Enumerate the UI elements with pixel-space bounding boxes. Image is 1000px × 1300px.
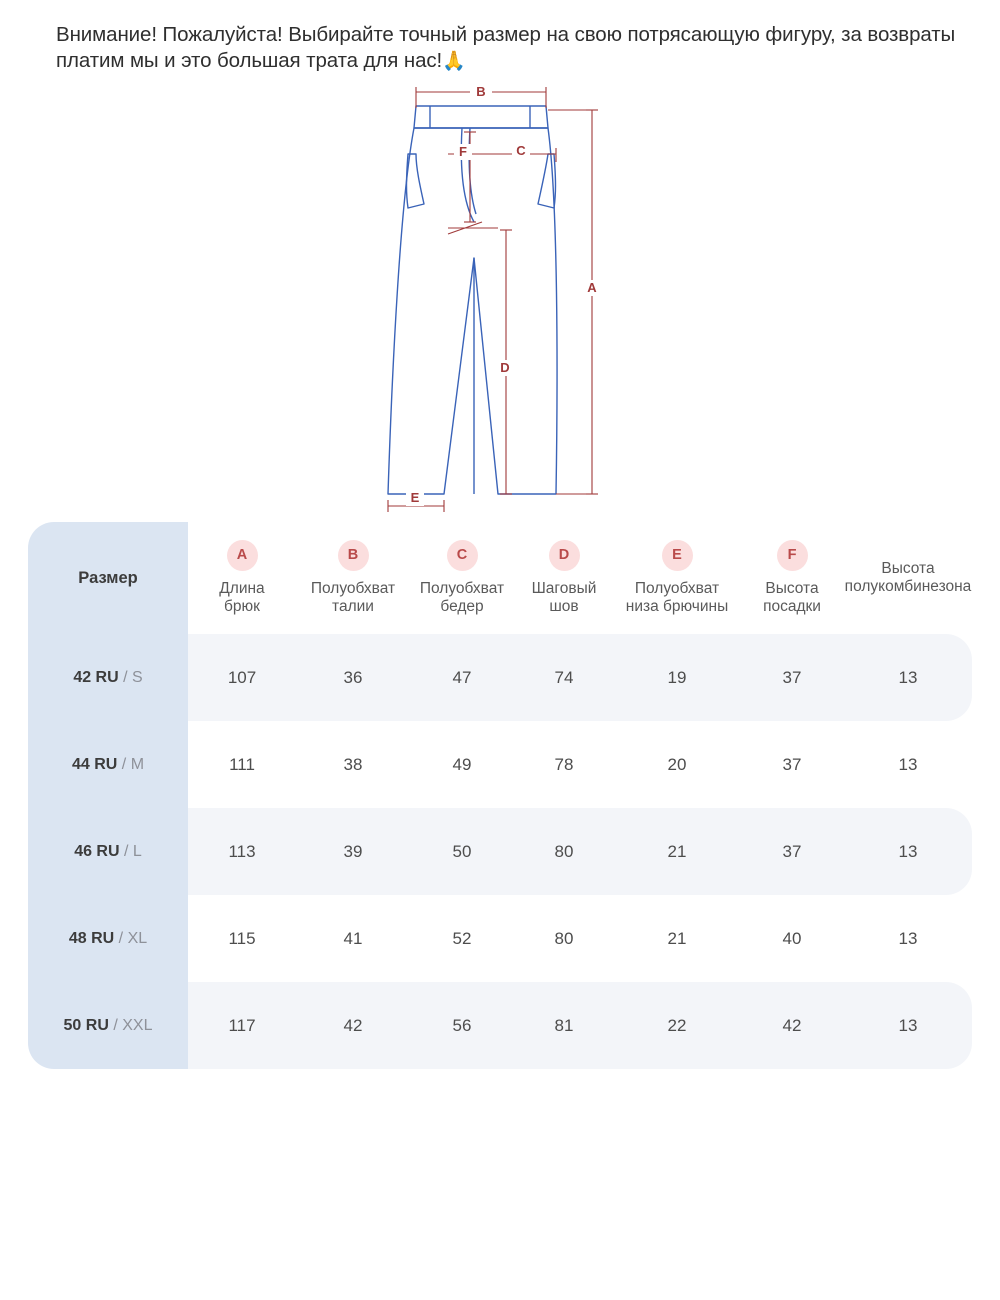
cell-42-f: 37 (740, 634, 844, 721)
size-notice-text: Внимание! Пожалуйста! Выбирайте точный размер на свою потрясающую фигуру, за возвраты платим мы и это большая трата для нас! (56, 23, 956, 73)
cell-44-c: 49 (452, 754, 472, 774)
cell-48-d: 80 (554, 928, 574, 948)
row-size-44-ru: 44 RU (71, 755, 118, 773)
diagram-label-b: B (476, 84, 486, 99)
row-size-48 (28, 895, 188, 982)
header-col-d-line2: шов (549, 598, 579, 615)
cell-46-c: 50 (410, 808, 514, 895)
cell-50-overall-height: 13 (844, 982, 972, 1069)
cell-46-a: 113 (188, 808, 296, 895)
header-col-f-line1: Высота (765, 579, 819, 597)
cell-44-a: 111 (229, 754, 255, 774)
cell-48-c: 52 (452, 928, 472, 948)
row-size-42-ru: 42 RU (73, 668, 119, 686)
cell-50-a: 117 (188, 982, 296, 1069)
cell-42-e: 19 (614, 634, 740, 721)
size-notice (56, 22, 956, 75)
diagram-label-d: D (500, 360, 510, 375)
cell-44-d: 78 (554, 754, 574, 774)
row-size-46-intl: / L (124, 842, 142, 860)
header-col-d-line1: Шаговый (531, 579, 597, 597)
cell-42-c: 47 (410, 634, 514, 721)
row-size-42-intl: / S (123, 668, 143, 686)
cell-46-f: 37 (740, 808, 844, 895)
cell-44-e: 20 (667, 754, 687, 774)
cell-46-d: 80 (514, 808, 614, 895)
badge-a-icon: A (227, 540, 258, 571)
header-col-b (296, 522, 410, 634)
header-col-a-line2: брюк (224, 598, 260, 615)
row-size-44 (28, 721, 188, 808)
header-col-c (410, 522, 514, 634)
badge-b-icon: B (338, 540, 369, 571)
row-size-46 (28, 808, 188, 895)
cell-44-b: 38 (343, 754, 363, 774)
header-col-a (188, 522, 296, 634)
cell-46-overall-height: 13 (844, 808, 972, 895)
header-size: Размер (28, 522, 188, 634)
row-size-50-intl: / XXL (113, 1016, 153, 1034)
header-col-overall-height-line1: Высота (881, 559, 935, 577)
cell-48-f: 40 (782, 928, 802, 948)
cell-44-overall-height: 13 (898, 754, 918, 774)
cell-50-c: 56 (410, 982, 514, 1069)
cell-42-a: 107 (188, 634, 296, 721)
table-header-row (28, 522, 972, 634)
diagram-label-a: A (587, 280, 597, 295)
header-col-b-line2: талии (332, 598, 374, 615)
cell-50-e: 22 (614, 982, 740, 1069)
header-col-c-line1: Полуобхват (419, 579, 505, 597)
diagram-label-f: F (459, 144, 467, 159)
header-col-e-line1: Полуобхват (634, 579, 720, 597)
size-table (28, 522, 972, 1069)
cell-42-b: 36 (296, 634, 410, 721)
header-col-f (740, 522, 844, 634)
row-size-48-ru: 48 RU (68, 929, 115, 947)
header-col-overall-height (844, 522, 972, 634)
header-col-d (514, 522, 614, 634)
header-col-e-line2: низа брючины (625, 598, 729, 615)
cell-48-overall-height: 13 (898, 928, 918, 948)
header-col-c-line2: бедер (440, 598, 484, 615)
cell-48-e: 21 (667, 928, 687, 948)
table-row (28, 808, 972, 895)
row-size-50-ru: 50 RU (63, 1016, 109, 1034)
header-col-b-line1: Полуобхват (310, 579, 396, 597)
table-row (28, 895, 972, 982)
diagram-label-e: E (410, 490, 420, 505)
diagram-label-c: C (516, 143, 526, 158)
row-size-46-ru: 46 RU (74, 842, 120, 860)
pants-measurement-diagram (370, 82, 640, 522)
header-col-overall-height-line2: полукомбинезона (844, 578, 972, 595)
row-size-48-intl: / XL (118, 929, 148, 947)
cell-46-e: 21 (614, 808, 740, 895)
table-row (28, 982, 972, 1069)
cell-50-f: 42 (740, 982, 844, 1069)
size-table-container (28, 522, 972, 1069)
cell-46-b: 39 (296, 808, 410, 895)
cell-42-d: 74 (514, 634, 614, 721)
header-col-f-line2: посадки (763, 598, 821, 615)
header-col-a-line1: Длина (219, 579, 265, 597)
pray-emoji-icon: 🙏 (442, 51, 466, 73)
cell-50-b: 42 (296, 982, 410, 1069)
row-size-50 (28, 982, 188, 1069)
badge-c-icon: C (447, 540, 478, 571)
cell-44-f: 37 (782, 754, 802, 774)
row-size-44-intl: / M (121, 755, 145, 773)
badge-d-icon: D (549, 540, 580, 571)
cell-48-a: 115 (228, 928, 256, 948)
badge-e-icon: E (662, 540, 693, 571)
badge-f-icon: F (777, 540, 808, 571)
cell-42-overall-height: 13 (844, 634, 972, 721)
header-col-e (614, 522, 740, 634)
table-row (28, 721, 972, 808)
row-size-42 (28, 634, 188, 721)
cell-48-b: 41 (343, 928, 363, 948)
table-row (28, 634, 972, 721)
cell-50-d: 81 (514, 982, 614, 1069)
